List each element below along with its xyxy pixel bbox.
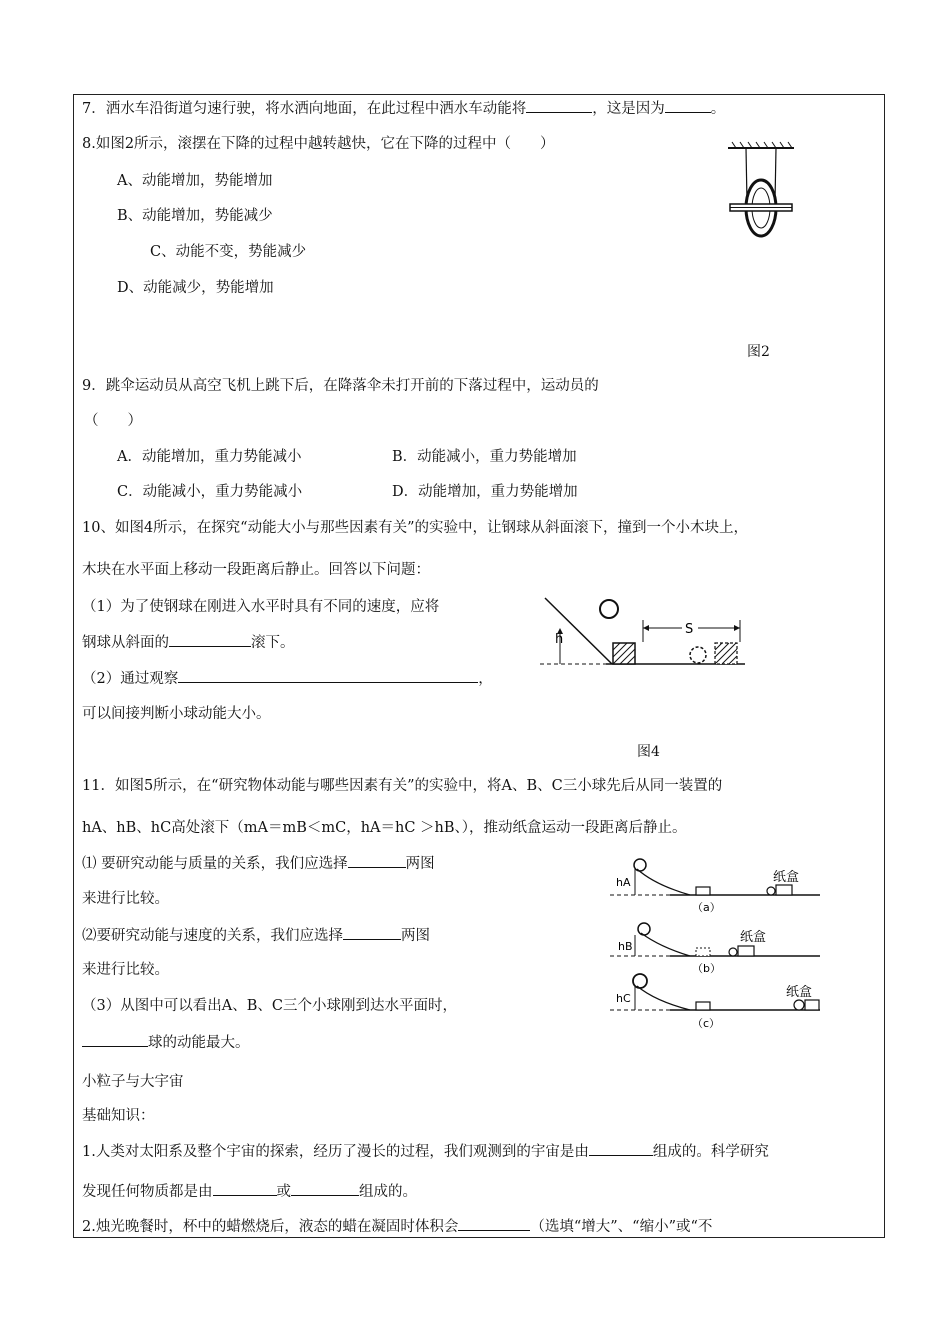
- figure-5-box-label-a: 纸盒: [773, 870, 800, 885]
- q10-part2-line1: （2）通过观察 ，: [82, 668, 493, 689]
- q9-option-c: C．动能减小，重力势能减小: [117, 484, 303, 500]
- section-basics-heading: 基础知识：: [82, 1108, 155, 1124]
- q10-blank-1[interactable]: [169, 632, 251, 647]
- basics-q1-blank-1[interactable]: [589, 1141, 653, 1156]
- q11-stem-line1: 11．如图5所示，在“研究物体动能与哪些因素有关”的实验中，将A、B、C三小球先后从同一装置的: [82, 778, 723, 794]
- q9-stem: 9．跳伞运动员从高空飞机上跳下后，在降落伞未打开前的下落过程中，运动员的: [82, 378, 599, 394]
- q11-blank-2[interactable]: [343, 925, 401, 940]
- q11-part2-line1: ⑵要研究动能与速度的关系，我们应选择 两图: [82, 925, 430, 946]
- q10-stem-line1: 10、如图4所示，在探究“动能大小与那些因素有关”的实验中，让钢球从斜面滚下，撞到一个小木块上，: [82, 520, 748, 536]
- basics-q2-blank-1[interactable]: [458, 1216, 530, 1231]
- q9-option-d: D．动能增加，重力势能增加: [392, 484, 578, 500]
- q11-part1-line2: 来进行比较。: [82, 891, 169, 907]
- basics-q1-blank-3[interactable]: [291, 1181, 359, 1196]
- q11-part2-line2: 来进行比较。: [82, 962, 169, 978]
- q10-part1-line2: 钢球从斜面的 滚下。: [82, 632, 295, 653]
- basics-q2-line1: 2.烛光晚餐时，杯中的蜡燃烧后，液态的蜡在凝固时体积会 （选填“增大”、“缩小”或“不: [82, 1216, 712, 1237]
- q7-blank-1[interactable]: [526, 98, 592, 113]
- figure-4-h-label: h: [555, 632, 564, 647]
- figure-4-ramp-experiment: [540, 590, 750, 670]
- figure-5-box-label-b: 纸盒: [740, 930, 767, 945]
- q8-option-b: B、动能增加，势能减少: [117, 208, 273, 224]
- q9-paren: （ ）: [84, 413, 142, 429]
- q11-part3-line1: （3）从图中可以看出A、B、C三个小球刚到达水平面时，: [82, 998, 457, 1014]
- basics-q1-blank-2[interactable]: [213, 1181, 277, 1196]
- q8-option-d: D、动能减少，势能增加: [117, 280, 274, 296]
- q11-stem-line2: hA、hB、hC高处滚下（mA＝mB＜mC，hA＝hC ＞hB、），推动纸盒运动一段距离后静止。: [82, 820, 687, 836]
- basics-q1-line1: 1.人类对太阳系及整个宇宙的探索，经历了漫长的过程，我们观测到的宇宙是由 组成的。科学研究: [82, 1141, 769, 1162]
- q11-blank-3[interactable]: [82, 1032, 148, 1047]
- figure-5-panel-c-label: （c）: [692, 1017, 721, 1030]
- figure-4-caption: 图4: [637, 744, 660, 760]
- figure-5-hc-label: hC: [616, 992, 631, 1005]
- page-frame: [73, 94, 885, 1238]
- basics-q1-line2: 发现任何物质都是由 或 组成的。: [82, 1181, 417, 1202]
- q10-part1-line1: （1）为了使钢球在刚进入水平时具有不同的速度，应将: [82, 599, 440, 615]
- q9-option-a: A．动能增加，重力势能减小: [117, 449, 302, 465]
- figure-5-ha-label: hA: [616, 876, 631, 889]
- q8-stem: 8.如图2所示，滚摆在下降的过程中越转越快，它在下降的过程中（ ）: [82, 136, 555, 152]
- figure-5-panel-b-label: （b）: [692, 962, 721, 975]
- q10-stem-line2: 木块在水平面上移动一段距离后静止。回答以下问题：: [82, 562, 430, 578]
- figure-5-box-label-c: 纸盒: [786, 985, 813, 1000]
- q10-blank-2[interactable]: [178, 668, 478, 683]
- q11-blank-1[interactable]: [348, 853, 406, 868]
- q8-option-c: C、动能不变，势能减少: [150, 244, 307, 260]
- figure-2-caption: 图2: [747, 344, 770, 360]
- q8-option-a: A、动能增加，势能增加: [117, 173, 273, 189]
- q11-part1-line1: ⑴ 要研究动能与质量的关系，我们应选择 两图: [82, 853, 435, 874]
- figure-5-three-ramps: [610, 855, 825, 1045]
- figure-4-s-label: S: [685, 622, 694, 637]
- section-title: 小粒子与大宇宙: [82, 1074, 184, 1090]
- q10-part2-line2: 可以间接判断小球动能大小。: [82, 706, 271, 722]
- q11-part3-line2: 球的动能最大。: [82, 1032, 250, 1053]
- figure-5-panel-a-label: （a）: [692, 901, 721, 914]
- figure-5-hb-label: hB: [618, 940, 633, 953]
- q9-option-b: B．动能减小，重力势能增加: [392, 449, 577, 465]
- q7-line: 7．洒水车沿街道匀速行驶，将水洒向地面，在此过程中洒水车动能将 ，这是因为 。: [82, 98, 725, 119]
- q7-blank-2[interactable]: [665, 98, 711, 113]
- figure-2-roll-pendulum: [722, 140, 802, 245]
